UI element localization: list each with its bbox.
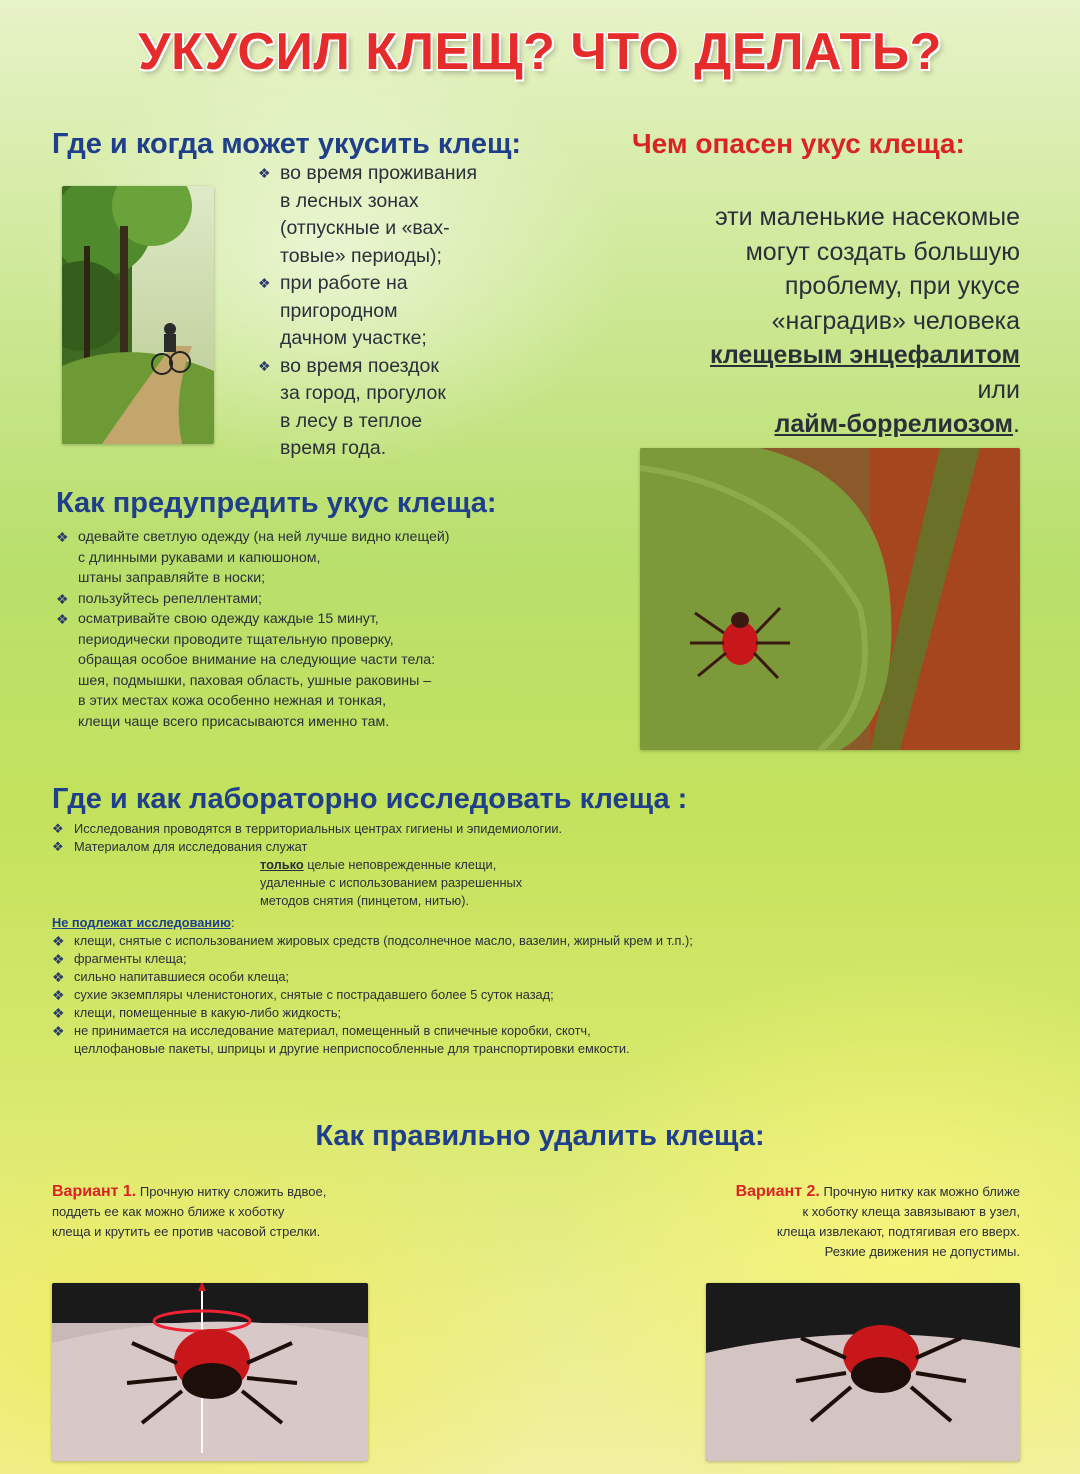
where-when-list — [258, 160, 598, 463]
not-subject-item: ❖ сухие экземпляры членистоногих, снятые с пострадавшего более 5 суток назад; — [52, 987, 554, 1003]
bullet-diamond-icon: ❖ — [258, 357, 271, 374]
bullet-diamond-icon: ❖ — [52, 1005, 65, 1021]
variant-1-text: Вариант 1. Прочную нитку сложить вдвое, поддеть ее как можно ближе к хоботку клеща и крутить ее против часовой стрелки. — [52, 1183, 327, 1239]
variant-2-label: Вариант 2. — [735, 1183, 820, 1200]
disease-encephalitis: клещевым энцефалитом — [710, 341, 1020, 369]
forest-path-photo — [62, 186, 214, 444]
not-subject-list — [52, 932, 1012, 1058]
bullet-diamond-icon: ❖ — [258, 165, 271, 181]
not-subject-item: ❖ не принимается на исследование материал, помещенный в спичечные коробки, скотч, целлофановые пакеты, шприцы и другие неприспособленные для транспортировки емкости. — [52, 1023, 630, 1056]
variant-1-label: Вариант 1. — [52, 1183, 137, 1200]
bullet-diamond-icon: ❖ — [56, 529, 69, 545]
tick-on-leaf-photo — [640, 448, 1020, 750]
where-when-heading: Где и когда может укусить клещ: — [52, 128, 522, 160]
bullet-diamond-icon: ❖ — [52, 839, 64, 854]
poster-title: УКУСИЛ КЛЕЩ? ЧТО ДЕЛАТЬ? — [138, 23, 942, 81]
bullet-diamond-icon: ❖ — [52, 969, 65, 985]
not-subject-item: ❖ клещи, помещенные в какую-либо жидкость; — [52, 1005, 342, 1021]
bullet-diamond-icon: ❖ — [52, 821, 64, 836]
prevent-item: ❖ осматривайте свою одежду каждые 15 минут, периодически проводите тщательную проверку, обращая особое внимание на следующие части тела: шея, подмышки, паховая область, ушные раковины – в этих местах кожа особенно нежная и тонкая, клещи чаще всего присасываются именно там. — [56, 611, 436, 730]
variant-2-photo — [706, 1283, 1020, 1461]
prevent-item: ❖ одевайте светлую одежду (на ней лучше видно клещей) с длинными рукавами и капюшоном, штаны заправляйте в носки; — [56, 529, 450, 586]
prevent-list — [56, 527, 616, 732]
prevent-item: ❖ пользуйтесь репеллентами; — [56, 589, 616, 610]
lab-heading: Где и как лабораторно исследовать клеща : — [52, 783, 688, 815]
lab-item: ❖ Материалом для исследования служат — [52, 839, 308, 854]
variant-1-photo — [52, 1283, 368, 1461]
not-subject-item: ❖ клещи, снятые с использованием жировых средств (подсолнечное масло, вазелин, жирный крем и т.п.); — [52, 933, 693, 949]
danger-heading: Чем опасен укус клеща: — [632, 128, 965, 159]
lab-item: ❖ Исследования проводятся в территориальных центрах гигиены и эпидемиологии. — [52, 821, 563, 836]
bullet-diamond-icon: ❖ — [52, 933, 65, 949]
bullet-diamond-icon: ❖ — [258, 275, 271, 291]
not-subject-item: ❖ фрагменты клеща; — [52, 951, 187, 967]
bullet-diamond-icon: ❖ — [52, 987, 65, 1003]
where-when-item: ❖ во время поездок за город, прогулок в лесу в теплое время года. — [258, 354, 446, 459]
not-subject-item: ❖ сильно напитавшиеся особи клеща; — [52, 969, 290, 985]
variant-2-text: Вариант 2. Прочную нитку как можно ближе к хоботку клеща завязывают в узел, клеща извлекают, подтягивая его вверх. Резкие движения не допустимы. — [735, 1183, 1020, 1259]
prevent-heading: Как предупредить укус клеща: — [56, 487, 497, 519]
bullet-diamond-icon: ❖ — [56, 590, 69, 607]
where-when-item: ❖ во время проживания в лесных зонах (отпускные и «вах- товые» периоды); — [258, 162, 478, 267]
not-subject-heading: Не подлежат исследованию — [52, 915, 231, 930]
danger-text: эти маленькие насекомые могут создать большую проблему, при укусе «наградив» человека клещевым энцефалитом или лайм-боррелиозом. — [600, 200, 1020, 442]
where-when-item: ❖ при работе на пригородном дачном участке; — [258, 272, 427, 349]
bullet-diamond-icon: ❖ — [56, 611, 69, 627]
disease-borreliosis: лайм-боррелиозом — [774, 410, 1014, 438]
lab-only-block: только целые неповрежденные клещи, удаленные с использованием разрешенных методов снятия (пинцетом, нитью). — [260, 857, 523, 908]
lab-section: ❖ Исследования проводятся в территориальных центрах гигиены и эпидемиологии. ❖ Материалом для исследования служат только целые неповрежденные клещи, удаленные с использованием разрешенных методов снятия (пинцетом, нитью). Не подлежат исследованию: ❖ клещи, снятые с использованием жировых средств (подсолнечное масло, вазелин, жирный крем и т.п.); ❖ фрагменты клеща; ❖ сильно напитавшиеся особи клеща; ❖ сухие экземпляры членистоногих, снятые с пострадавшего более 5 суток назад; ❖ клещи, помещенные в какую-либо жидкость; ❖ не принимается на исследование материал, помещенный в спичечные коробки, скотч, целлофановые пакеты, шприцы и другие неприспособленные для транспортировки емкости. — [52, 820, 1012, 1058]
bullet-diamond-icon: ❖ — [52, 951, 65, 967]
remove-heading: Как правильно удалить клеща: — [315, 1120, 765, 1152]
bullet-diamond-icon: ❖ — [52, 1023, 65, 1039]
